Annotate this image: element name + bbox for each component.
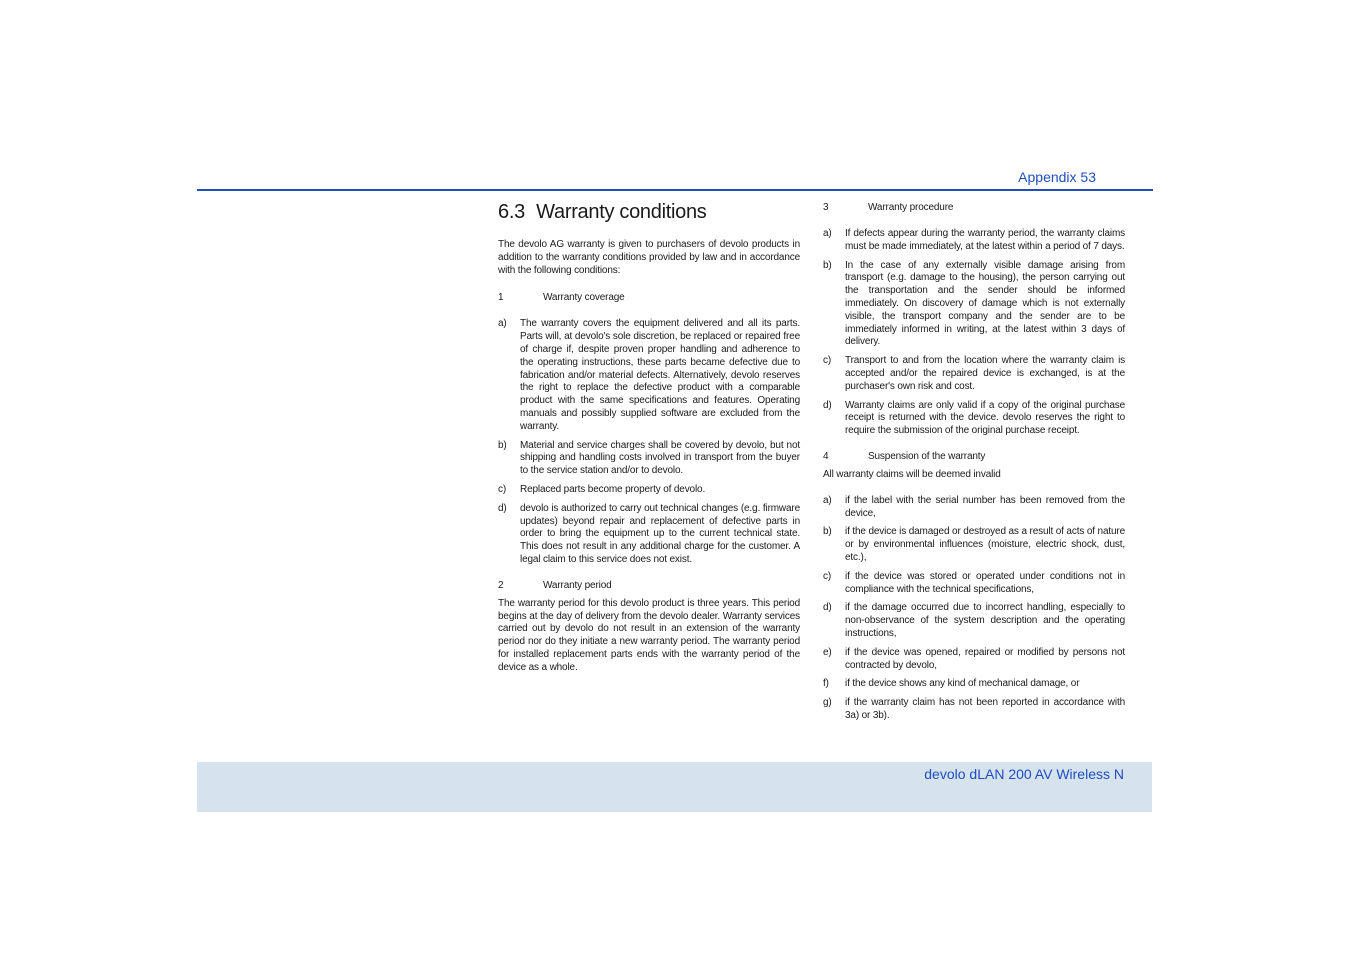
item-marker: a) [823,228,832,239]
left-column [498,199,800,675]
list-item [823,526,1125,564]
list-item [823,647,1125,673]
section-label: Warranty period [543,579,612,591]
item-marker: c) [823,570,832,582]
item-marker: a) [823,494,832,506]
list-item [498,318,800,433]
item-text: If defects appear during the warranty period, the warranty claims must be made immediately, at the latest within a period of 7 days. [845,228,1125,252]
running-header: Appendix 53 [1018,169,1096,185]
section-number: 3 [823,202,829,213]
section-number: 1 [498,292,504,304]
item-text: The warranty covers the equipment delivered and all its parts. Parts will, at devolo's sole discretion, be replaced or repaired free of charge if, despite proven proper handling and adherence to the operating instructions, these parts became defective due to fabrication and/or material defects. Alternatively, devolo reserves the right to replace the defective product with a comparable product with the same specifications and features. Operating manuals and possibly supplied software are excluded from the warranty. [520,318,800,432]
footer-band [197,762,1152,812]
list-item [823,355,1125,393]
section-number: 2 [498,579,504,591]
item-marker: a) [498,318,507,330]
item-text: Replaced parts become property of devolo. [520,483,706,495]
procedure-list [823,228,1125,438]
section-number: 4 [823,450,829,462]
list-item [823,571,1125,597]
list-item [823,697,1125,723]
item-text: if the device was opened, repaired or modified by persons not contracted by devolo, [845,646,1125,671]
section-heading-procedure [823,201,1125,214]
item-marker: b) [498,439,507,451]
item-marker: g) [823,697,832,709]
item-marker: c) [498,483,507,495]
list-item [823,495,1125,521]
list-item [498,484,800,497]
suspension-list [823,495,1125,723]
title-text: Warranty conditions [536,201,707,223]
list-item [823,228,1125,254]
item-marker: e) [823,646,832,658]
page-title [498,199,800,225]
item-text: In the case of any externally visible damage arising from transport (e.g. damage to the housing), the person carrying out the transportation and the sender should be informed immediately. On discovery of damage which is not externally visible, the transport company and the sender are to be immediately informed in writing, at the latest within 3 days of delivery. [845,259,1125,348]
section-label: Suspension of the warranty [868,450,986,462]
item-text: Material and service charges shall be covered by devolo, but not shipping and handling costs involved in transport from the buyer to the service station and/or to devolo. [520,439,800,477]
item-text: if the device shows any kind of mechanical damage, or [845,678,1080,690]
item-marker: d) [823,399,832,411]
coverage-list [498,318,800,566]
list-item [823,678,1125,691]
header-rule [197,189,1153,191]
list-item [823,260,1125,350]
item-text: if the device is damaged or destroyed as a result of acts of nature or by environmental influences (moisture, electric shock, dust, etc.), [845,526,1125,563]
item-marker: b) [823,259,832,271]
item-text: Transport to and from the location where the warranty claim is accepted and/or the repaired device is exchanged, is at the purchaser's own risk and cost. [845,355,1125,392]
suspension-intro: All warranty claims will be deemed invalid [823,468,1001,480]
item-marker: f) [823,678,829,690]
section-heading-suspension [823,450,1125,463]
item-marker: c) [823,355,832,367]
item-marker: b) [823,526,832,538]
list-item [498,440,800,478]
item-text: devolo is authorized to carry out technical changes (e.g. firmware updates) beyond repair and replacement of defective parts in order to bring the equipment up to the current technical state. This does not result in any additional charge for the customer. A legal claim to this service does not exist. [520,502,800,565]
item-text: Warranty claims are only valid if a copy of the original purchase receipt is returned with the device. devolo reserves the right to require the submission of the original purchase receipt. [845,399,1125,437]
right-column [823,201,1125,729]
period-paragraph: The warranty period for this devolo product is three years. This period begins at the day of delivery from the devolo dealer. Warranty services carried out by devolo do not result in an extension of the warranty period nor do they initiate a new warranty period. The warranty period for installed replacement parts ends with the warranty period of the device as a whole. [498,597,800,673]
section-heading-period [498,579,800,592]
section-label: Warranty coverage [543,292,625,304]
section-heading-coverage [498,291,800,304]
item-text: if the label with the serial number has been removed from the device, [845,494,1125,519]
item-marker: d) [823,602,832,614]
list-item [498,503,800,567]
list-item [823,602,1125,640]
list-item [823,400,1125,438]
intro-paragraph: The devolo AG warranty is given to purchasers of devolo products in addition to the warranty conditions provided by law and in accordance with the following conditions: [498,239,800,276]
product-name: devolo dLAN 200 AV Wireless N [924,766,1124,782]
item-text: if the device was stored or operated under conditions not in compliance with the technical specifications, [845,570,1125,595]
section-label: Warranty procedure [868,202,954,213]
title-number: 6.3 [498,201,525,223]
item-text: if the warranty claim has not been reported in accordance with 3a) or 3b). [845,697,1125,721]
item-text: if the damage occurred due to incorrect handling, especially to non-observance of the system description and the operating instructions, [845,602,1125,639]
item-marker: d) [498,502,507,514]
